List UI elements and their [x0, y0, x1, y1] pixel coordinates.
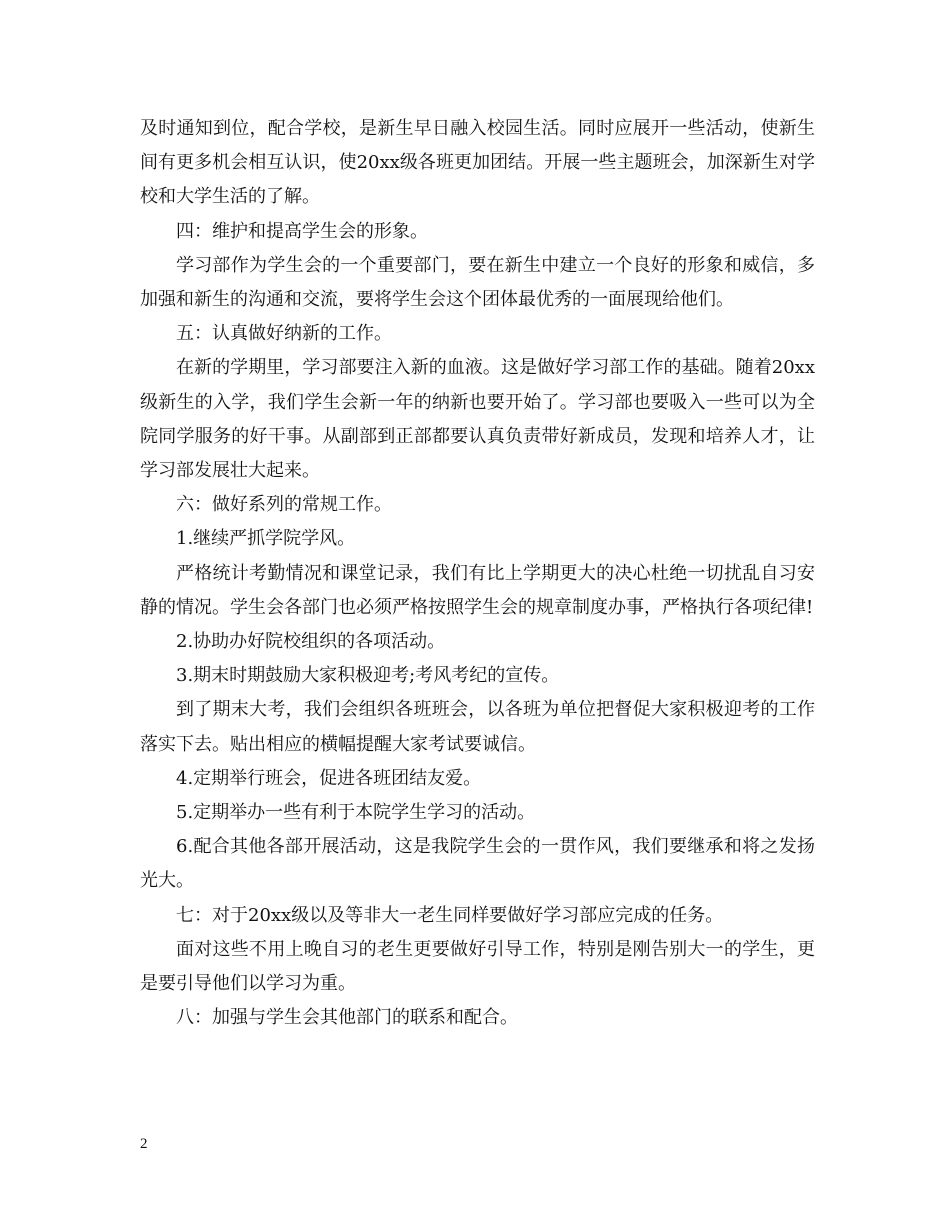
list-item-6: 6.配合其他各部开展活动，这是我院学生会的一贯作风，我们要继承和将之发扬光大。 [140, 836, 815, 892]
paragraph-5: 在新的学期里，学习部要注入新的血液。这是做好学习部工作的基础。随着20xx级新生的入学，我们学生会新一年的纳新也要开始了。学习部也要吸入一些可以为全院同学服务的好干事。从副部到正部都要认真负责带好新成员，发现和培养人才，让学习部发展壮大起来。 [140, 357, 815, 482]
paragraph-8: 严格统计考勤情况和课堂记录，我们有比上学期更大的决心杜绝一切扰乱自习安静的情况。学生会各部门也必须严格按照学生会的规章制度办事，严格执行各项纪律! [140, 562, 815, 618]
list-item-4: 4.定期举行班会，促进各班团结友爱。 [176, 767, 482, 789]
paragraph-1: 及时通知到位，配合学校，是新生早日融入校园生活。同时应展开一些活动，使新生间有更多机会相互认识，使20xx级各班更加团结。开展一些主题班会，加深新生对学校和大学生活的了解。 [140, 118, 815, 208]
heading-four: 四：维护和提高学生会的形象。 [176, 220, 428, 242]
heading-seven: 七：对于20xx级以及等非大一老生同样要做好学习部应完成的任务。 [176, 904, 724, 926]
heading-five: 五：认真做好纳新的工作。 [176, 323, 392, 345]
list-item-5: 5.定期举办一些有利于本院学生学习的活动。 [176, 802, 536, 824]
heading-eight: 八：加强与学生会其他部门的联系和配合。 [176, 1007, 518, 1029]
paragraph-11: 到了期末大考，我们会组织各班班会，以各班为单位把督促大家积极迎考的工作落实下去。贴出相应的横幅提醒大家考试要诚信。 [140, 699, 815, 755]
body-text [140, 112, 815, 1035]
list-item-1: 1.继续严抓学院学风。 [176, 528, 356, 550]
list-item-2: 2.协助办好院校组织的各项活动。 [176, 631, 446, 653]
list-item-3: 3.期末时期鼓励大家积极迎考;考风考纪的宣传。 [176, 665, 560, 687]
page-number: 2 [140, 1136, 148, 1152]
heading-six: 六：做好系列的常规工作。 [176, 494, 392, 516]
paragraph-3: 学习部作为学生会的一个重要部门，要在新生中建立一个良好的形象和威信，多加强和新生的沟通和交流，要将学生会这个团体最优秀的一面展现给他们。 [140, 254, 815, 311]
paragraph-16: 面对这些不用上晚自习的老生更要做好引导工作，特别是刚告别大一的学生，更是要引导他们以学习为重。 [140, 938, 815, 995]
